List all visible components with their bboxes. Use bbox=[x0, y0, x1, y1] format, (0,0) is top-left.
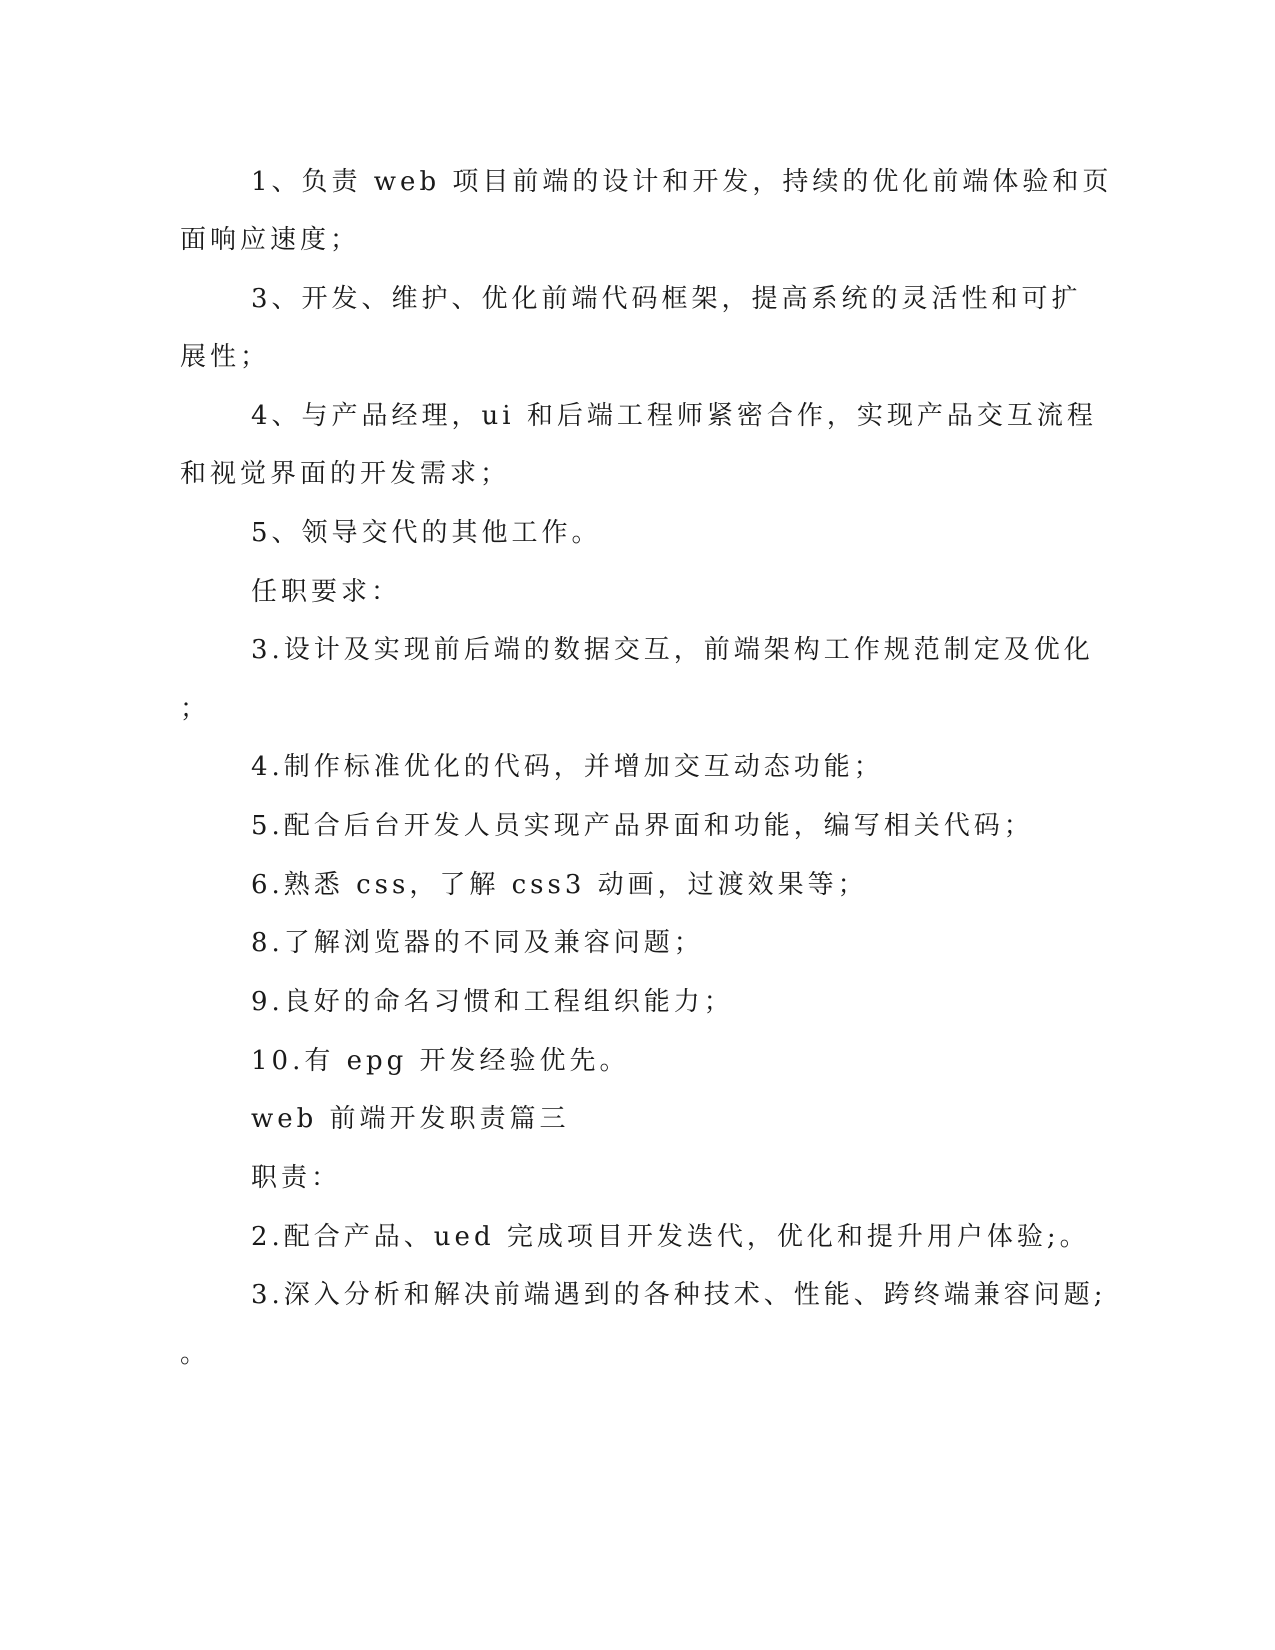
paragraph-line-7: 5、领导交代的其他工作。 bbox=[251, 518, 602, 548]
paragraph-line-2: 面响应速度； bbox=[180, 225, 361, 255]
paragraph-line-14: 8.了解浏览器的不同及兼容问题； bbox=[251, 928, 704, 958]
paragraph-line-3: 3、开发、维护、优化前端代码框架，提高系统的灵活性和可扩 bbox=[251, 284, 1082, 314]
paragraph-line-21: 。 bbox=[180, 1339, 211, 1369]
paragraph-line-4: 展性； bbox=[180, 342, 271, 372]
paragraph-line-1: 1、负责 web 项目前端的设计和开发，持续的优化前端体验和页 bbox=[251, 167, 1113, 197]
paragraph-line-12: 5.配合后台开发人员实现产品界面和功能，编写相关代码； bbox=[251, 811, 1034, 841]
paragraph-line-19: 2.配合产品、ued 完成项目开发迭代，优化和提升用户体验;。 bbox=[251, 1222, 1090, 1252]
paragraph-line-16: 10.有 epg 开发经验优先。 bbox=[251, 1046, 630, 1076]
paragraph-line-9: 3.设计及实现前后端的数据交互，前端架构工作规范制定及优化 bbox=[251, 635, 1094, 665]
section-heading-requirements: 任职要求： bbox=[251, 577, 402, 607]
paragraph-line-6: 和视觉界面的开发需求； bbox=[180, 459, 511, 489]
paragraph-line-13: 6.熟悉 css，了解 css3 动画，过渡效果等； bbox=[251, 870, 868, 900]
paragraph-line-11: 4.制作标准优化的代码，并增加交互动态功能； bbox=[251, 752, 884, 782]
paragraph-line-20: 3.深入分析和解决前端遇到的各种技术、性能、跨终端兼容问题; bbox=[251, 1280, 1107, 1310]
paragraph-line-10: ； bbox=[180, 694, 211, 724]
paragraph-line-5: 4、与产品经理，ui 和后端工程师紧密合作，实现产品交互流程 bbox=[251, 401, 1097, 431]
section-heading-duties: 职责： bbox=[251, 1163, 342, 1193]
paragraph-line-15: 9.良好的命名习惯和工程组织能力； bbox=[251, 987, 734, 1017]
section-title-part-three: web 前端开发职责篇三 bbox=[251, 1104, 570, 1134]
